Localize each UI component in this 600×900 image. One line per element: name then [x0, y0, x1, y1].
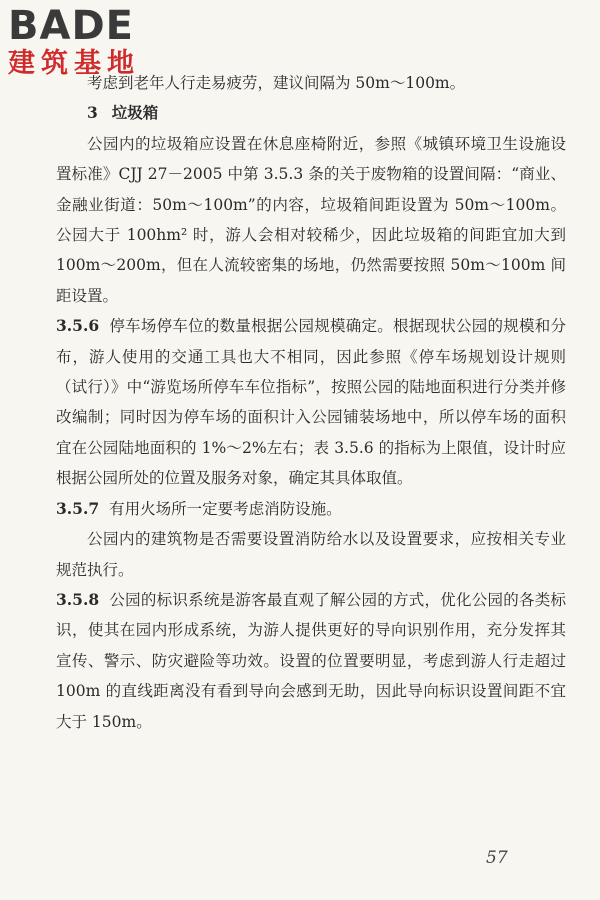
section-3-5-8 — [56, 585, 566, 737]
subsection-heading — [56, 98, 566, 128]
page-number: 57 — [486, 848, 508, 868]
subsection-number: 3 — [87, 103, 98, 123]
section-text: 公园的标识系统是游客最直观了解公园的方式，优化公园的各类标识，使其在园内形成系统，为游人提供更好的导向识别作用，充分发挥其宣传、警示、防灾避险等功效。设置的位置要明显，考虑到游人行走超过 100m 的直线距离没有看到导向会感到无助，因此导向标识设置间距不宜大于 150m。 — [56, 590, 566, 731]
page-body — [56, 68, 566, 737]
section-number: 3.5.6 — [56, 316, 100, 336]
section-text: 有用火场所一定要考虑消防设施。 — [109, 499, 342, 518]
logo-sub-text: 建筑基地 — [8, 48, 140, 79]
section-number: 3.5.7 — [56, 498, 100, 518]
subsection-title: 垃圾箱 — [111, 103, 159, 123]
section-3-5-7 — [56, 494, 566, 524]
section-text: 停车场停车位的数量根据公园规模确定。根据现状公园的规模和分布，游人使用的交通工具也大不相同，因此参照《停车场规划设计规则（试行）》中“游览场所停车车位指标”，按照公园的陆地面积进行分类并修改编制；同时因为停车场的面积计入公园铺装场地中，所以停车场的面积宜在公园陆地面积的 1%～2%左右；表 3.5.6 的指标为上限值，设计时应根据公园所处的位置及服务对象，确定其具体取值。 — [56, 317, 566, 488]
paragraph-trash-bins: 公园内的垃圾箱应设置在休息座椅附近，参照《城镇环境卫生设施设置标准》CJJ 27－2005 中第 3.5.3 条的关于废物箱的设置间隔：“商业、金融业街道：50m～100m”的内容，垃圾箱间距设置为 50m～100m。公园大于 100hm² 时，游人会相对较稀少，因此垃圾箱的间距宜加大到 100m～200m，但在人流较密集的场地，仍然需要按照 50m～100m 间距设置。 — [56, 134, 566, 305]
paragraph-continuation: 考虑到老年人行走易疲劳，建议间隔为 50m～100m。 — [87, 74, 466, 92]
paragraph-fire-protection: 公园内的建筑物是否需要设置消防给水以及设置要求，应按相关专业规范执行。 — [56, 530, 566, 579]
logo-main-text: BADE — [8, 3, 134, 49]
section-number: 3.5.8 — [56, 589, 100, 609]
section-3-5-6 — [56, 311, 566, 493]
